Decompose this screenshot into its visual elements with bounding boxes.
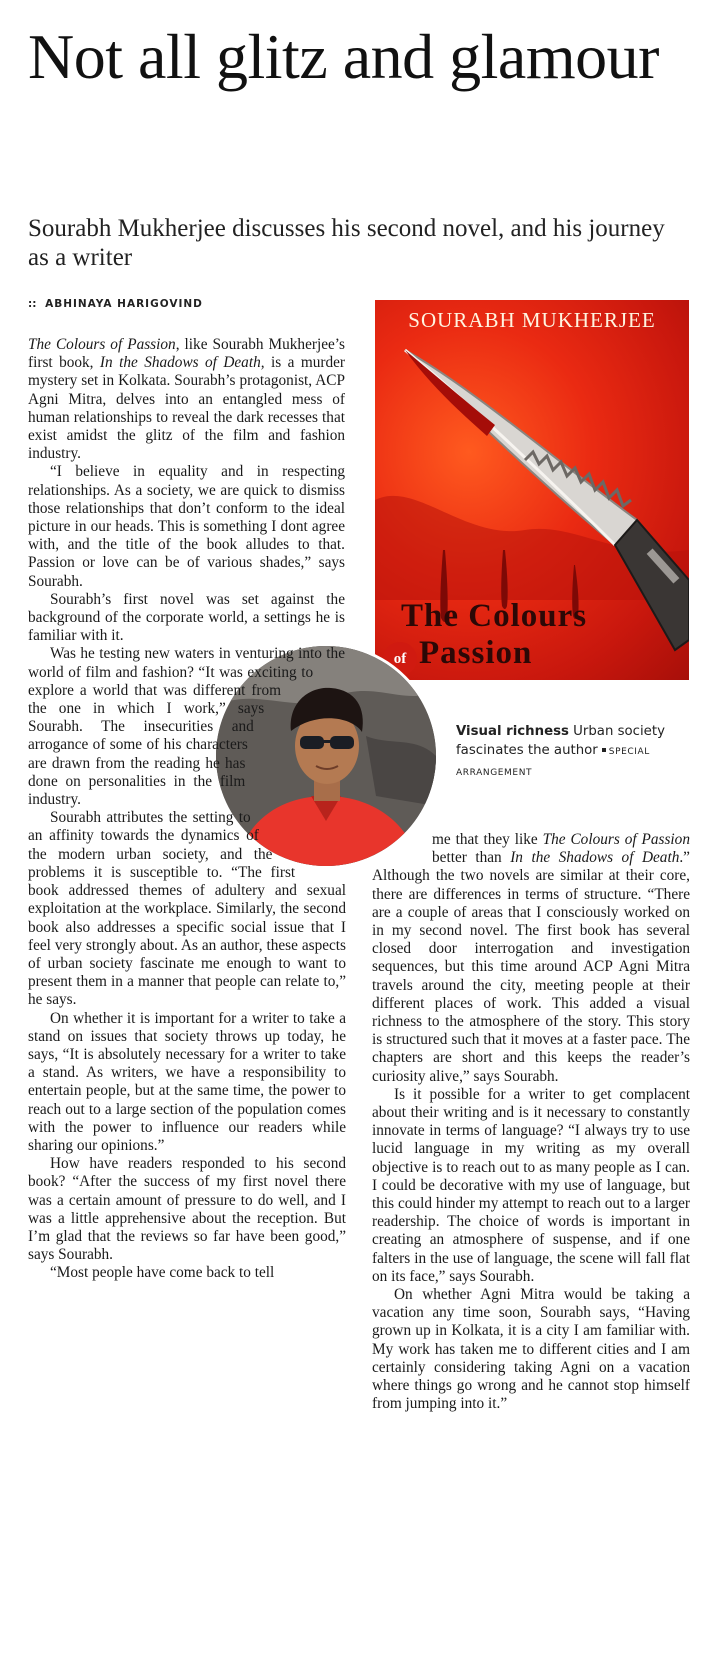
cover-title-of: of [383,642,417,676]
paragraph: On whether it is important for a writer to take a stand on issues that society throws up today, he says, “It is absolutely necessary for a writer to take a stand. As writers, we have a responsibility to entertain people, but at the same time, the power to reach out to a large section of the population comes with the power to influence our readers while sharing our opinions.” [28,1009,346,1154]
paragraph: On whether Agni Mitra would be taking a vacation any time soon, Sourabh says, “Having grown up in Kolkata, it is a city I am familiar with. My work has taken me to different cities and I am certainly considering taking Agni on a vacation where things go wrong and he cannot stop himself from jumping into it.” [372,1286,690,1413]
paragraph: Sourabh attributes the setting to an affinity towards the dynamics of the modern urban society, and the problems it is susceptible to. “The first book addressed themes of adultery and sexual exploitation at the workplace. Similarly, the second book also addresses a specific social issue that I feel very strongly about. As an author, these aspects of urban society fascinate me enough to want to present them in a manner that people can relate to,” he says. [28,809,346,1009]
article-column-left [28,336,346,1283]
blade-blood [405,350,495,436]
caption-credit: SPECIAL ARRANGEMENT [456,747,650,778]
byline-author: ABHINAYA HARIGOVIND [45,298,203,310]
paragraph: me that they like The Colours of Passion better than In the Shadows of Death.” Although the two novels are similar at their core, there are differences in terms of structure. “There are a couple of areas that I consciously worked on in my second novel. The first book has several closed door interrogation and investigation sequences, but this time around ACP Agni Mitra travels around the city, meeting people at their different places of work. This added a visual richness to the atmosphere of the story. This story is structured such that it moves at a faster pace. The chapters are short and this keeps the reader’s curiosity alive,” says Sourabh. [372,831,690,1085]
paragraph: How have readers responded to his second book? “After the success of my first novel there was a certain amount of pressure to do well, and I was a little apprehensive about the reception. But I’m glad that the reviews so far have been good,” says Sourabh. [28,1155,346,1264]
cover-title [383,598,587,676]
paragraph: Is it possible for a writer to get complacent about their writing and is it necessary to constantly innovate in terms of language? “I always try to use lucid language in my writing as my overall objective is to reach out to as many people as I can. I could be decorative with my use of language, but this could hinder my attempt to reach out to a larger readership. The choice of words is important in creating an atmosphere of suspense, and if one falters in the use of language, the scene will fall flat on its face,” says Sourabh. [372,1085,690,1285]
cover-title-line2: Passion [419,635,533,671]
book-cover-image [375,300,689,680]
paragraph: “Most people have come back to tell [50,1264,275,1282]
byline-marks: :: [28,298,37,310]
byline [28,298,203,310]
subheadline: Sourabh Mukherjee discusses his second novel, and his journey as a writer [28,215,665,271]
photo-caption [456,722,696,783]
article-column-right [372,831,690,1414]
paragraph: Sourabh’s first novel was set against the background of the corporate world, a settings he is familiar with it. [28,590,345,645]
caption-separator [602,748,606,752]
caption-title: Visual richness [456,724,569,739]
cover-title-line1: The Colours [401,598,588,634]
paragraph: Was he testing new waters in venturing into the world of film and fashion? “It was exciting to explore a world that was different from the one in which I work,” says Sourabh. The insecurities and arrogance of some of his characters are drawn from the reading he has done on personalities in the film industry. [28,645,345,809]
caption-text: Urban society fascinates the author [456,724,665,758]
paragraph: The Colours of Passion, like Sourabh Mukherjee’s first book, In the Shadows of Death, is a murder mystery set in Kolkata. Sourabh’s protagonist, ACP Agni Mitra, delves into an entangled mess of human relationships to reveal the dark recesses that exist amidst the glitz of the film and fashion industry. [28,336,346,463]
paragraph: “I believe in equality and in respecting relationships. As a society, we are quick to dismiss those relationships that don’t conform to the ideal picture in our heads. This is something I dont agree with, and the title of the book alludes to that. Passion or love can be of various shades,” says Sourabh. [28,463,345,590]
cover-author-name: SOURABH MUKHERJEE [408,308,656,332]
headline: Not all glitz and glamour [28,21,659,92]
